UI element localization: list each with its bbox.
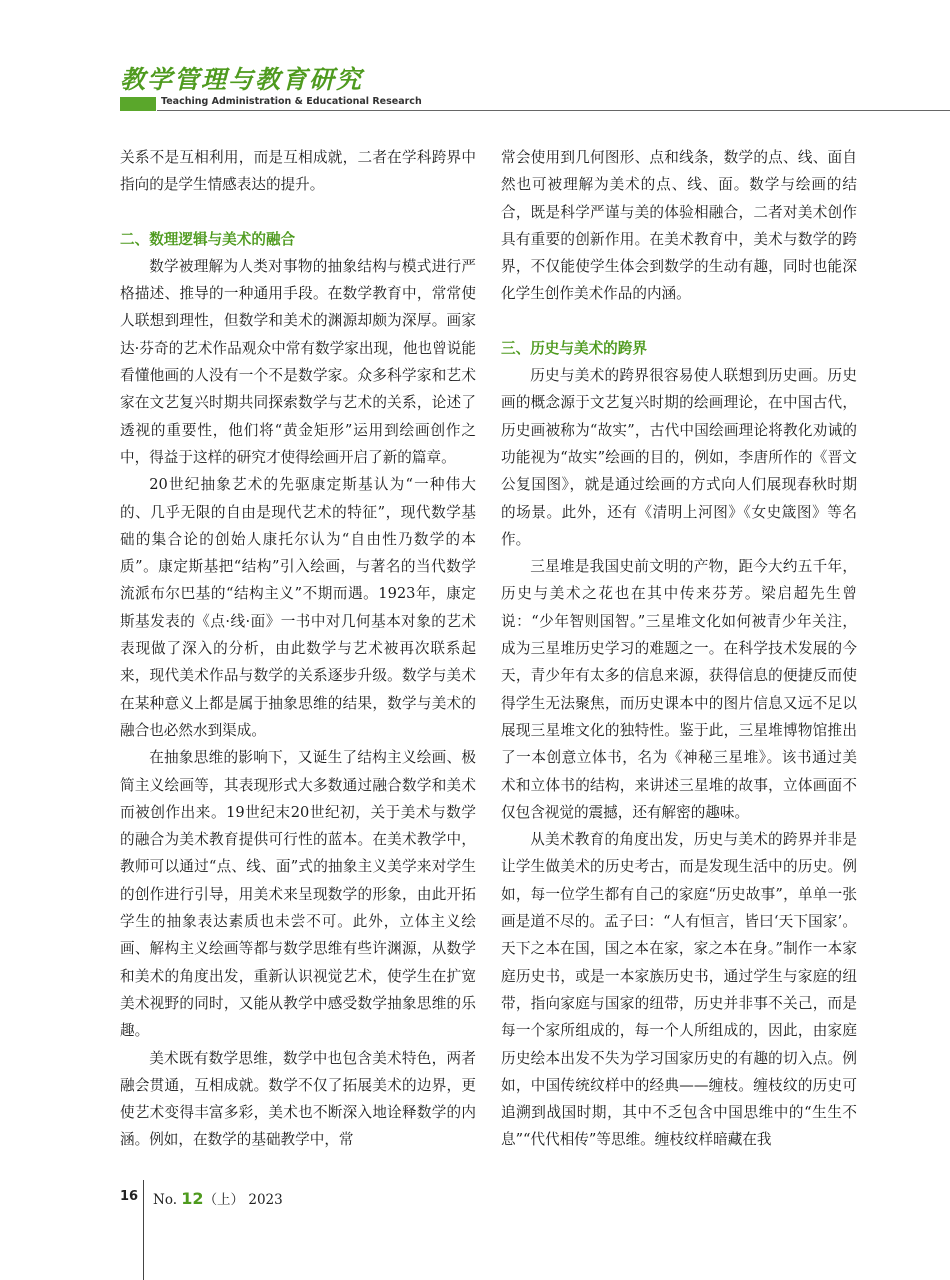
left-column	[120, 144, 476, 1154]
issue-year: 2023	[248, 1192, 283, 1208]
paragraph: 美术既有数学思维，数学中也包含美术特色，两者融会贯通，互相成就。数学不仅了拓展美术的边界，更使艺术变得丰富多彩，美术也不断深入地诠释数学的内涵。例如，在数学的基础教学中，常	[120, 1049, 476, 1149]
header-rule	[157, 110, 950, 111]
issue-info	[153, 1188, 283, 1208]
footer-rule	[143, 1180, 144, 1280]
journal-subtitle: Teaching Administration & Educational Research	[161, 96, 422, 107]
paragraph: 常会使用到几何图形、点和线条，数学的点、线、面自然也可被理解为美术的点、线、面。数学与绘画的结合，既是科学严谨与美的体验相融合，二者对美术创作具有重要的创新作用。在美术教育中，美术与数学的跨界，不仅能使学生体会到数学的生动有趣，同时也能深化学生创作美术作品的内涵。	[501, 149, 857, 303]
paragraph: 20世纪抽象艺术的先驱康定斯基认为“一种伟大的、几乎无限的自由是现代艺术的特征”，现代数学基础的集合论的创始人康托尔认为“自由性乃数学的本质”。康定斯基把“结构”引入绘画，与著名的当代数学流派布尔巴基的“结构主义”不期而遇。1923年，康定斯基发表的《点·线·面》一书中对几何基本对象的艺术表现做了深入的分析，由此数学与艺术被再次联系起来，现代美术作品与数学的关系逐步升级。数学与美术在某种意义上都是属于抽象思维的结果，数学与美术的融合也必然水到渠成。	[120, 476, 476, 739]
paragraph: 三星堆是我国史前文明的产物，距今大约五千年，历史与美术之花也在其中传来芬芳。梁启超先生曾说：“少年智则国智。”三星堆文化如何被青少年关注，成为三星堆历史学习的难题之一。在科学技术发展的今天，青少年有太多的信息来源，获得信息的便捷反而使得学生无法聚焦，而历史课本中的图片信息又远不足以展现三星堆文化的独特性。鉴于此，三星堆博物馆推出了一本创意立体书，名为《神秘三星堆》。该书通过美术和立体书的结构，来讲述三星堆的故事，立体画面不仅包含视觉的震撼，还有解密的趣味。	[501, 558, 857, 821]
paragraph: 数学被理解为人类对事物的抽象结构与模式进行严格描述、推导的一种通用手段。在数学教育中，常常使人联想到理性，但数学和美术的渊源却颇为深厚。画家达·芬奇的艺术作品观众中常有数学家出现，他也曾说能看懂他画的人没有一个不是数学家。众多科学家和艺术家在文艺复兴时期共同探索数学与艺术的关系，论述了透视的重要性，他们将“黄金矩形”运用到绘画创作之中，得益于这样的研究才使得绘画开启了新的篇章。	[120, 257, 476, 466]
paragraph: 历史与美术的跨界很容易使人联想到历史画。历史画的概念源于文艺复兴时期的绘画理论，在中国古代，历史画被称为“故实”，古代中国绘画理论将教化劝诫的功能视为“故实”绘画的目的，例如，李唐所作的《晋文公复国图》，就是通过绘画的方式向人们展现春秋时期的场景。此外，还有《清明上河图》《女史箴图》等名作。	[501, 367, 857, 548]
right-column	[501, 144, 857, 1154]
page-number: 16	[120, 1189, 139, 1204]
paragraph: 从美术教育的角度出发，历史与美术的跨界并非是让学生做美术的历史考古，而是发现生活中的历史。例如，每一位学生都有自己的家庭“历史故事”，单单一张画是道不尽的。孟子曰：“人有恒言，皆曰‘天下国家’。天下之本在国，国之本在家，家之本在身。”制作一本家庭历史书，或是一本家族历史书，通过学生与家庭的纽带，指向家庭与国家的纽带，历史并非事不关己，而是每一个家所组成的，每一个人所组成的，因此，由家庭历史绘本出发不失为学习国家历史的有趣的切入点。例如，中国传统纹样中的经典——缠枝。缠枝纹的历史可追溯到战国时期，其中不乏包含中国思维中的“生生不息”“代代相传”等思维。缠枝纹样暗藏在我	[501, 831, 857, 1149]
section-gap	[501, 308, 857, 335]
section-heading: 二、数理逻辑与美术的融合	[120, 230, 296, 248]
header-color-block	[120, 97, 156, 111]
journal-title: 教学管理与教育研究	[120, 65, 364, 94]
paragraph: 在抽象思维的影响下，又诞生了结构主义绘画、极简主义绘画等，其表现形式大多数通过融合数学和美术而被创作出来。19世纪末20世纪初，关于美术与数学的融合为美术教育提供可行性的蓝本。在美术教学中，教师可以通过“点、线、面”式的抽象主义美学来对学生的创作进行引导，用美术来呈现数学的形象，由此开拓学生的抽象表达素质也未尝不可。此外，立体主义绘画、解构主义绘画等都与数学思维有些许渊源，从数学和美术的角度出发，重新认识视觉艺术，使学生在扩宽美术视野的同时，又能从教学中感受数学抽象思维的乐趣。	[120, 749, 476, 1040]
section-gap	[120, 199, 476, 226]
issue-suffix: （上）	[203, 1192, 245, 1208]
issue-number: 12	[181, 1189, 204, 1208]
issue-prefix: No.	[153, 1192, 177, 1208]
paragraph: 关系不是互相利用，而是互相成就，二者在学科跨界中指向的是学生情感表达的提升。	[120, 149, 476, 194]
section-heading: 三、历史与美术的跨界	[501, 339, 647, 357]
